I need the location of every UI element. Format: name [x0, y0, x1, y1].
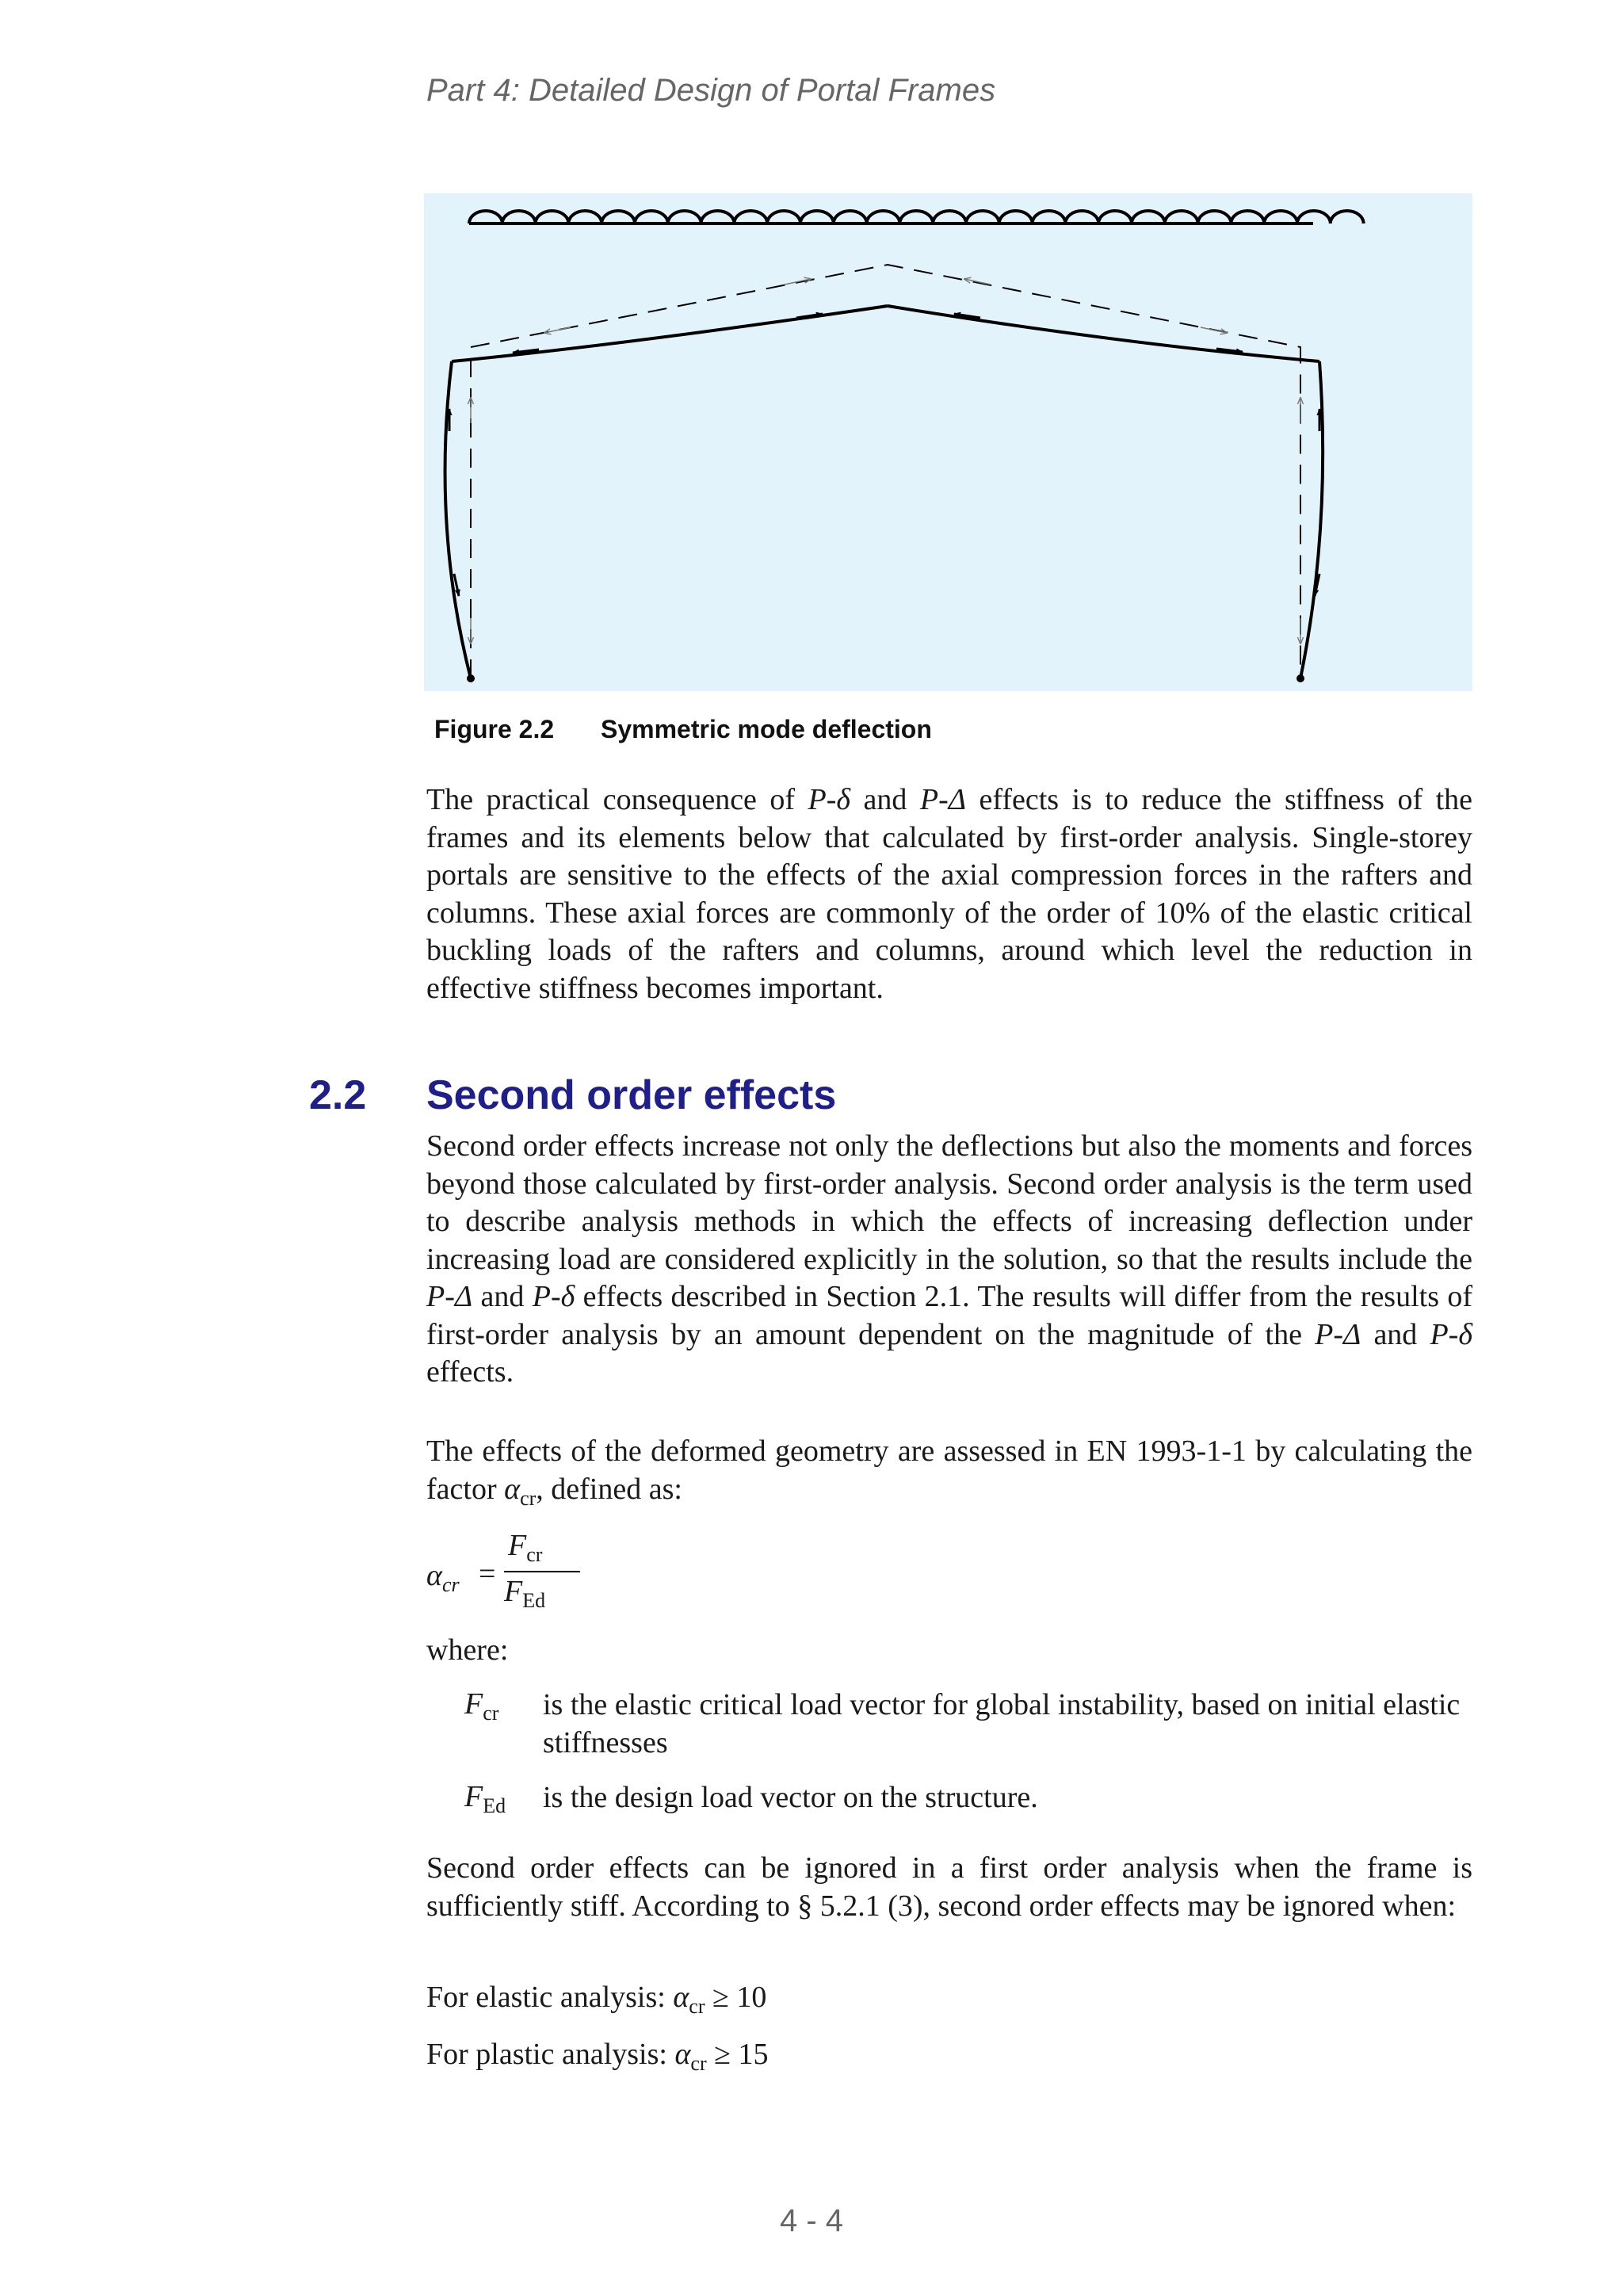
figure-title: Symmetric mode deflection	[601, 715, 932, 743]
plastic-criterion: For plastic analysis: $\alpha_{cr} \ge 15$	[426, 2038, 769, 2075]
figure-number: Figure 2.2	[434, 715, 555, 743]
paragraph-ignore-criteria: Second order effects can be ignored in a first order analysis when the frame is sufficiently stiff. According to § 5.2.1 (3), second order effects may be ignored when:	[426, 1851, 1472, 1923]
paragraph-second-order-intro: Second order effects increase not only the deflections but also the moments and forces beyond those calculated by first-order analysis. Second order analysis is the term used to describe analysis methods in which the effects of increasing deflection under increasing load are considered explicitly in the solution, so that the results include the P-Δ and P-δ effects described in Section 2.1. The results will differ from the results of first-order analysis by an amount dependent on the magnitude of the P-Δ and P-δ effects.	[426, 1129, 1473, 1389]
undeformed-force-arrows	[459, 279, 1300, 644]
definition-text-fcr: is the elastic critical load vector for global instability, based on initial elastic stiffnesses	[543, 1688, 1461, 1759]
support-pins	[467, 674, 1304, 682]
deformed-frame	[445, 306, 1323, 678]
deformed-force-arrows	[449, 314, 1319, 596]
definition-text-fed: is the design load vector on the structure.	[543, 1781, 1038, 1814]
section-title: Second order effects	[426, 1072, 837, 1118]
section-heading	[309, 1072, 836, 1119]
paragraph-p-delta-consequence: The practical consequence of P-δ and P-Δ effects is to reduce the stiffness of the frames and its elements below that calculated by first-order analysis. Single-storey portals are sensitive to the effects of the axial compression forces in the rafters and columns. These axial forces are commonly of the order of 10% of the elastic critical buckling loads of the rafters and columns, around which level the reduction in effective stiffness becomes important.	[426, 783, 1472, 1005]
definition-symbol-fcr: $F_{cr}$	[464, 1687, 499, 1725]
alpha-cr-formula: $\alpha_{cr}$ = $F_{cr}$ $F_{Ed}$	[426, 1530, 585, 1617]
running-header: Part 4: Detailed Design of Portal Frames	[426, 73, 996, 108]
undeformed-frame	[471, 265, 1300, 678]
figure-caption	[434, 715, 932, 744]
distributed-load-icon	[469, 211, 1364, 223]
page-number: 4 - 4	[779, 2203, 844, 2238]
where-label: where:	[426, 1633, 509, 1667]
definition-symbol-fed: $F_{Ed}$	[464, 1780, 506, 1817]
paragraph-deformed-geometry: The effects of the deformed geometry are assessed in EN 1993-1-1 by calculating the factor $\alpha_{cr}$, defined as:	[426, 1435, 1472, 1510]
fraction-bar	[504, 1571, 580, 1572]
section-number: 2.2	[309, 1072, 367, 1118]
figure-diagram	[424, 193, 1472, 691]
portal-frame-diagram	[424, 193, 1472, 691]
elastic-criterion: For elastic analysis: $\alpha_{cr} \ge 10$	[426, 1981, 767, 2018]
